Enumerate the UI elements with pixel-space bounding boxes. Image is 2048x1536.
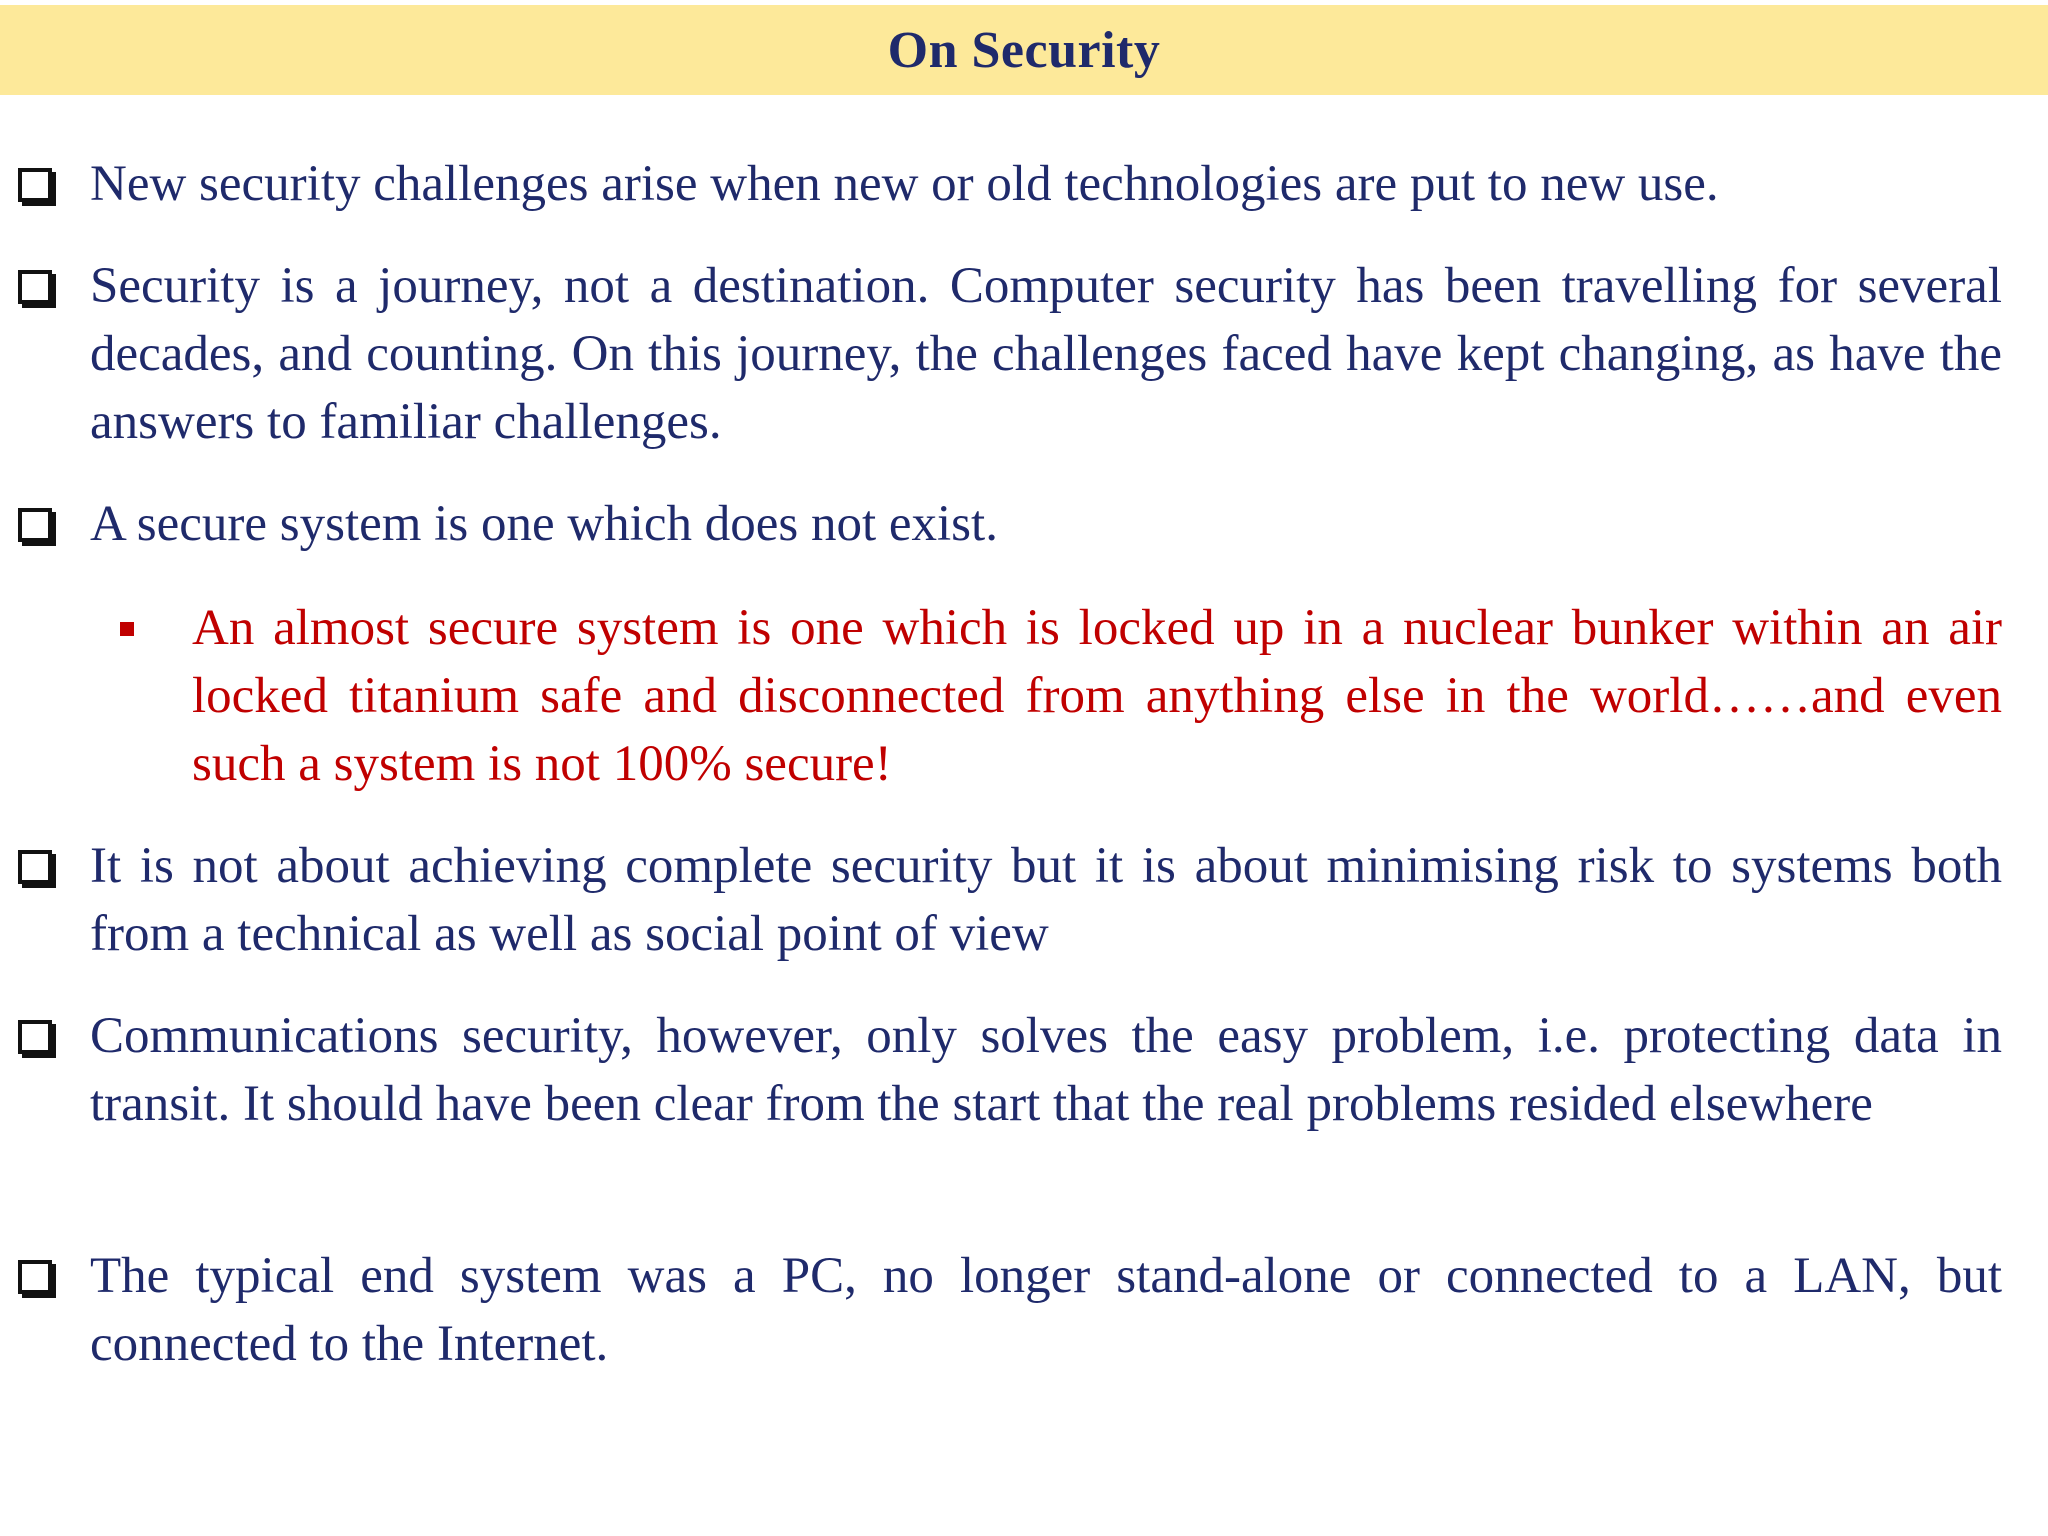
checkbox-bullet-icon xyxy=(18,270,52,304)
page-title: On Security xyxy=(887,21,1161,79)
red-square-bullet-icon xyxy=(120,622,134,636)
bullet-text: The typical end system was a PC, no longer stand-alone or connected to a LAN, but connected to the Internet. xyxy=(90,1248,2002,1372)
title-bar xyxy=(0,5,2048,95)
checkbox-bullet-icon xyxy=(18,850,52,884)
checkbox-bullet-icon xyxy=(18,508,52,542)
sub-bullet-text: An almost secure system is one which is locked up in a nuclear bunker within an air locked titanium safe and disconnected from anything else in the world……and even such a system is not 100% secure! xyxy=(192,600,2002,792)
checkbox-bullet-icon xyxy=(18,1260,52,1294)
bullet-text: Security is a journey, not a destination. Computer security has been travelling for several decades, and counting. On this journey, the challenges faced have kept changing, as have the answers to familiar challenges. xyxy=(90,258,2002,450)
bullet-text: A secure system is one which does not exist. xyxy=(90,496,998,552)
bullet-text: It is not about achieving complete security but it is about minimising risk to systems both from a technical as well as social point of view xyxy=(90,838,2002,962)
checkbox-bullet-icon xyxy=(18,1020,52,1054)
bullet-text: Communications security, however, only solves the easy problem, i.e. protecting data in transit. It should have been clear from the start that the real problems resided elsewhere xyxy=(90,1008,2002,1132)
bullet-text: New security challenges arise when new or old technologies are put to new use. xyxy=(90,156,1719,212)
checkbox-bullet-icon xyxy=(18,168,52,202)
